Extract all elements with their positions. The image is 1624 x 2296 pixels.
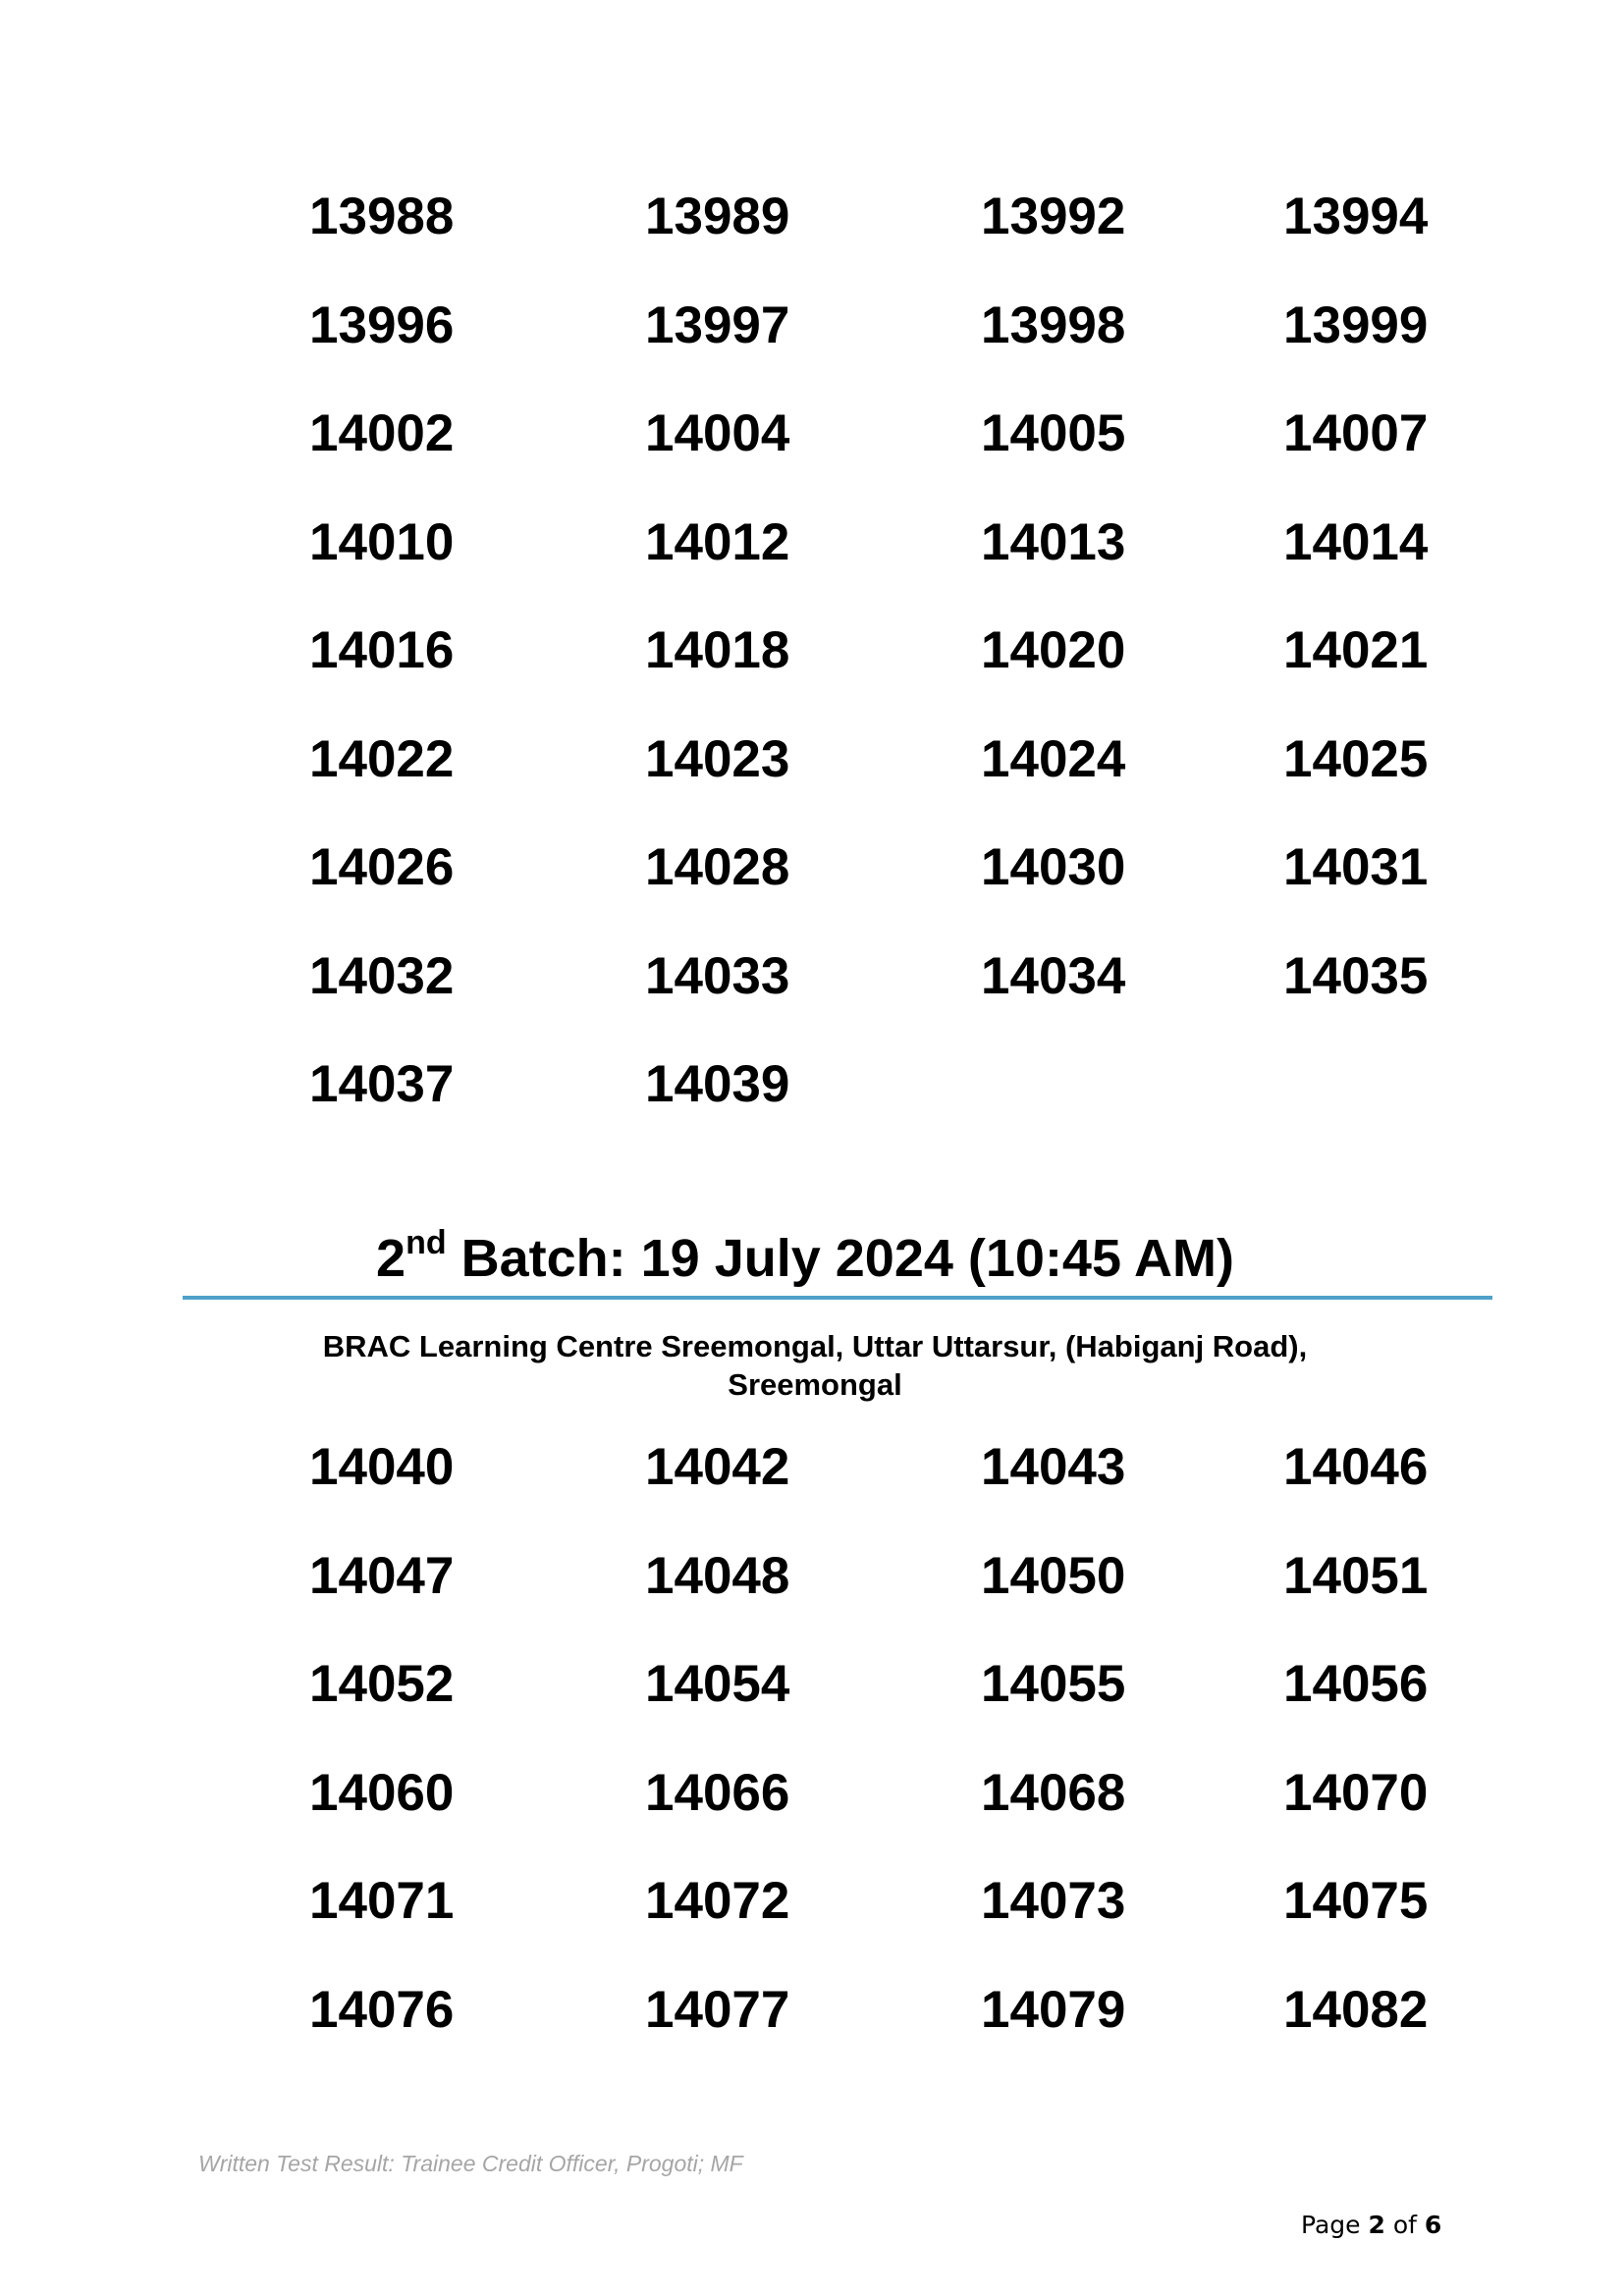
roll-number: 14026 [309, 838, 455, 896]
roll-number-grid-batch-2 [309, 1440, 1438, 2091]
roll-number: 14016 [309, 621, 455, 679]
roll-number: 14014 [1283, 512, 1429, 571]
roll-number: 14047 [309, 1546, 455, 1605]
roll-number: 14055 [981, 1655, 1126, 1713]
roll-number: 14021 [1283, 621, 1429, 679]
roll-number: 14071 [309, 1872, 455, 1930]
page-prefix: Page [1301, 2211, 1369, 2239]
heading-divider [183, 1296, 1492, 1300]
roll-number: 13992 [981, 187, 1126, 245]
roll-number: 14012 [645, 512, 790, 571]
roll-number: 14072 [645, 1872, 790, 1930]
roll-number: 14046 [1283, 1438, 1429, 1496]
roll-number: 13988 [309, 187, 455, 245]
roll-number: 14018 [645, 621, 790, 679]
roll-number: 14056 [1283, 1655, 1429, 1713]
roll-number: 14082 [1283, 1980, 1429, 2039]
roll-number: 14073 [981, 1872, 1126, 1930]
roll-number: 14013 [981, 512, 1126, 571]
roll-number: 14002 [309, 404, 455, 462]
roll-number: 14005 [981, 404, 1126, 462]
roll-number: 14050 [981, 1546, 1126, 1605]
batch-heading [0, 1224, 1624, 1293]
roll-number: 14051 [1283, 1546, 1429, 1605]
roll-number: 14054 [645, 1655, 790, 1713]
page-separator: of [1384, 2211, 1425, 2239]
roll-number: 13997 [645, 295, 790, 354]
page-total: 6 [1424, 2211, 1442, 2239]
roll-number: 14042 [645, 1438, 790, 1496]
roll-number: 13998 [981, 295, 1126, 354]
roll-number: 14068 [981, 1763, 1126, 1822]
venue-line-2: Sreemongal [728, 1367, 902, 1402]
roll-number: 14040 [309, 1438, 455, 1496]
roll-number: 14075 [1283, 1872, 1429, 1930]
roll-number: 14007 [1283, 404, 1429, 462]
roll-number: 14004 [645, 404, 790, 462]
footer-note: Written Test Result: Trainee Credit Officer, Progoti; MF [198, 2151, 743, 2176]
roll-number-grid-batch-1 [309, 189, 1438, 1166]
batch-ordinal-number: 2 [376, 1229, 406, 1288]
roll-number: 14032 [309, 946, 455, 1005]
roll-number: 14066 [645, 1763, 790, 1822]
roll-number: 13994 [1283, 187, 1429, 245]
roll-number: 14039 [645, 1055, 790, 1113]
roll-number: 14043 [981, 1438, 1126, 1496]
roll-number: 14025 [1283, 729, 1429, 788]
roll-number: 14010 [309, 512, 455, 571]
roll-number: 14028 [645, 838, 790, 896]
roll-number: 14023 [645, 729, 790, 788]
roll-number: 14060 [309, 1763, 455, 1822]
roll-number: 14077 [645, 1980, 790, 2039]
roll-number: 14048 [645, 1546, 790, 1605]
roll-number: 13996 [309, 295, 455, 354]
roll-number: 14079 [981, 1980, 1126, 2039]
roll-number: 14022 [309, 729, 455, 788]
roll-number: 14076 [309, 1980, 455, 2039]
roll-number: 14052 [309, 1655, 455, 1713]
venue-line-1: BRAC Learning Centre Sreemongal, Uttar Uttarsur, (Habiganj Road), [322, 1329, 1308, 1363]
roll-number: 14070 [1283, 1763, 1429, 1822]
batch-heading-text: Batch: 19 July 2024 (10:45 AM) [446, 1229, 1234, 1288]
batch-ordinal-suffix: nd [406, 1224, 447, 1261]
page-current: 2 [1368, 2211, 1385, 2239]
roll-number: 14034 [981, 946, 1126, 1005]
venue-address [245, 1327, 1384, 1404]
roll-number: 14035 [1283, 946, 1429, 1005]
roll-number: 14033 [645, 946, 790, 1005]
roll-number: 13999 [1283, 295, 1429, 354]
roll-number: 14024 [981, 729, 1126, 788]
roll-number: 14020 [981, 621, 1126, 679]
roll-number: 13989 [645, 187, 790, 245]
roll-number: 14030 [981, 838, 1126, 896]
page-number [1301, 2211, 1441, 2239]
roll-number: 14037 [309, 1055, 455, 1113]
roll-number: 14031 [1283, 838, 1429, 896]
